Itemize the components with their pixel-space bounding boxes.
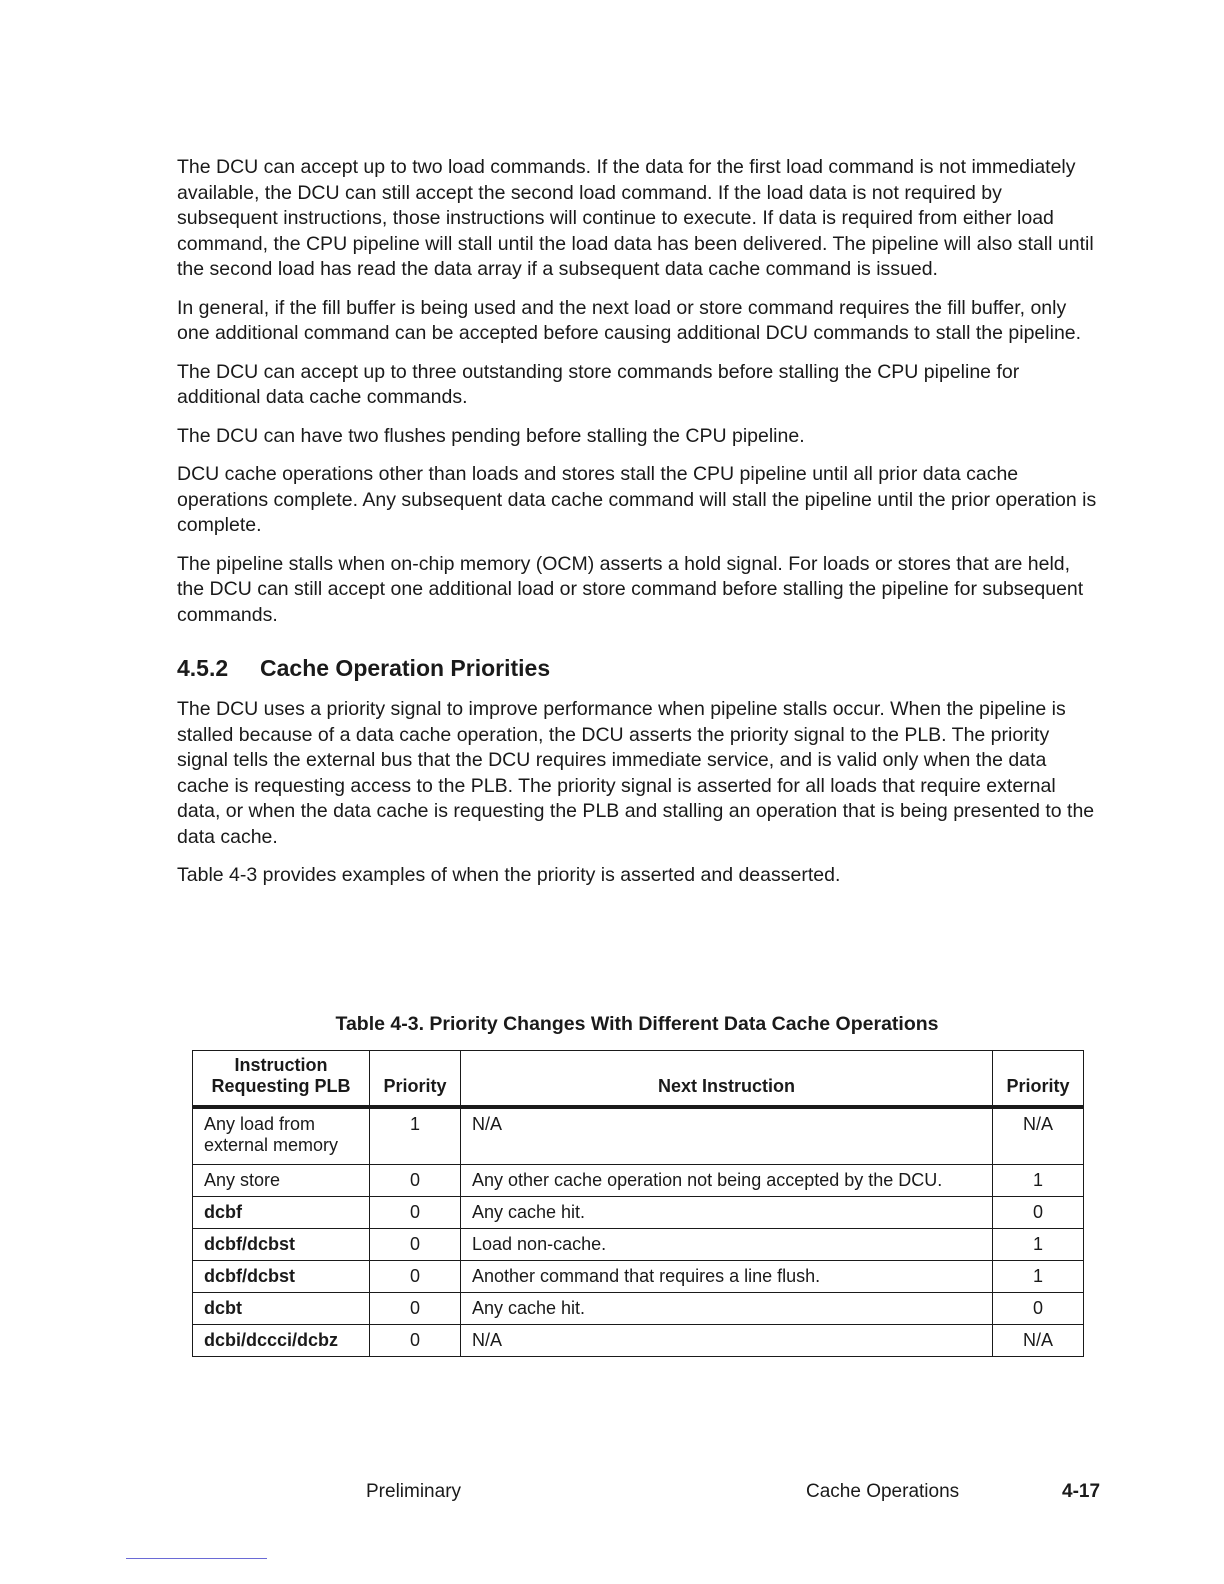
table-row bbox=[193, 1196, 1084, 1228]
cell-priority: 0 bbox=[370, 1164, 461, 1196]
header-priority: Priority bbox=[370, 1051, 461, 1108]
cell-priority: 1 bbox=[370, 1107, 461, 1164]
cell-next-instruction: N/A bbox=[461, 1324, 993, 1356]
cell-next-instruction: Another command that requires a line flush. bbox=[461, 1260, 993, 1292]
page-divider bbox=[126, 1558, 267, 1559]
table-row bbox=[193, 1164, 1084, 1196]
header-instruction: Instruction Requesting PLB bbox=[193, 1051, 370, 1108]
footer-page-number: 4-17 bbox=[1062, 1481, 1101, 1502]
cell-instruction: Any store bbox=[193, 1164, 370, 1196]
footer-chapter-title: Cache Operations bbox=[806, 1481, 960, 1502]
cell-priority: 0 bbox=[370, 1196, 461, 1228]
cell-priority: 0 bbox=[370, 1324, 461, 1356]
table-header-row bbox=[193, 1051, 1084, 1108]
cell-priority: 1 bbox=[993, 1164, 1084, 1196]
body-paragraph: The pipeline stalls when on-chip memory (OCM) asserts a hold signal. For loads or stores that are held, the DCU can still accept one additional load or store command before stalling the pipeline for subsequent commands. bbox=[177, 552, 1084, 626]
body-paragraph: The DCU can accept up to three outstanding store commands before stalling the CPU pipeline for additional data cache commands. bbox=[177, 360, 1020, 408]
cell-instruction: dcbi/dccci/dcbz bbox=[193, 1324, 370, 1356]
cell-priority: 0 bbox=[370, 1228, 461, 1260]
footer-status: Preliminary bbox=[366, 1481, 462, 1502]
table-row bbox=[193, 1228, 1084, 1260]
section-heading bbox=[177, 653, 1097, 683]
cell-instruction: Any load from external memory bbox=[193, 1107, 370, 1164]
section-number: 4.5.2 bbox=[177, 655, 229, 681]
body-paragraph: The DCU can have two flushes pending before stalling the CPU pipeline. bbox=[177, 424, 805, 447]
section-title: Cache Operation Priorities bbox=[260, 655, 551, 681]
cell-priority: N/A bbox=[993, 1324, 1084, 1356]
cell-instruction: dcbf/dcbst bbox=[193, 1260, 370, 1292]
priority-table bbox=[192, 1050, 1084, 1357]
section-paragraph: Table 4-3 provides examples of when the priority is asserted and deasserted. bbox=[177, 864, 841, 886]
cell-priority: 1 bbox=[993, 1260, 1084, 1292]
table-row bbox=[193, 1107, 1084, 1164]
page-body bbox=[177, 155, 1097, 902]
cell-next-instruction: N/A bbox=[461, 1107, 993, 1164]
cell-priority: 0 bbox=[993, 1292, 1084, 1324]
cell-instruction: dcbt bbox=[193, 1292, 370, 1324]
table-row bbox=[193, 1324, 1084, 1356]
cell-next-instruction: Load non-cache. bbox=[461, 1228, 993, 1260]
cell-priority: 0 bbox=[370, 1292, 461, 1324]
header-next-instruction: Next Instruction bbox=[461, 1051, 993, 1108]
cell-instruction: dcbf/dcbst bbox=[193, 1228, 370, 1260]
body-paragraph: In general, if the fill buffer is being used and the next load or store command requires the fill buffer, only one additional command can be accepted before causing additional DCU commands to stall the pipeline. bbox=[177, 296, 1082, 344]
header-priority: Priority bbox=[993, 1051, 1084, 1108]
body-paragraph: The DCU can accept up to two load commands. If the data for the first load command is not immediately available, the DCU can still accept the second load command. If the load data is not required by subsequent instructions, those instructions will continue to execute. If data is required from either load command, the CPU pipeline will stall until the load data has been delivered. The pipeline will also stall until the second load has read the data array if a subsequent data cache command is issued. bbox=[177, 156, 1094, 280]
cell-next-instruction: Any other cache operation not being accepted by the DCU. bbox=[461, 1164, 993, 1196]
table-row bbox=[193, 1292, 1084, 1324]
cell-priority: 0 bbox=[370, 1260, 461, 1292]
cell-next-instruction: Any cache hit. bbox=[461, 1196, 993, 1228]
cell-next-instruction: Any cache hit. bbox=[461, 1292, 993, 1324]
cell-priority: N/A bbox=[993, 1107, 1084, 1164]
table-row bbox=[193, 1260, 1084, 1292]
table-caption: Table 4-3. Priority Changes With Different Data Cache Operations bbox=[335, 1013, 939, 1035]
cell-priority: 0 bbox=[993, 1196, 1084, 1228]
body-paragraph: DCU cache operations other than loads and stores stall the CPU pipeline until all prior data cache operations complete. Any subsequent data cache command will stall the pipeline until the prior operation is complete. bbox=[177, 463, 1097, 536]
section-paragraph: The DCU uses a priority signal to improve performance when pipeline stalls occur. When the pipeline is stalled because of a data cache operation, the DCU asserts the priority signal to the PLB. The priority signal tells the external bus that the DCU requires immediate service, and is valid only when the data cache is requesting access to the PLB. The priority signal is asserted for all loads that require external data, or when the data cache is requesting the PLB and stalling an operation that is being presented to the data cache. bbox=[177, 698, 1095, 848]
cell-instruction: dcbf bbox=[193, 1196, 370, 1228]
cell-priority: 1 bbox=[993, 1228, 1084, 1260]
